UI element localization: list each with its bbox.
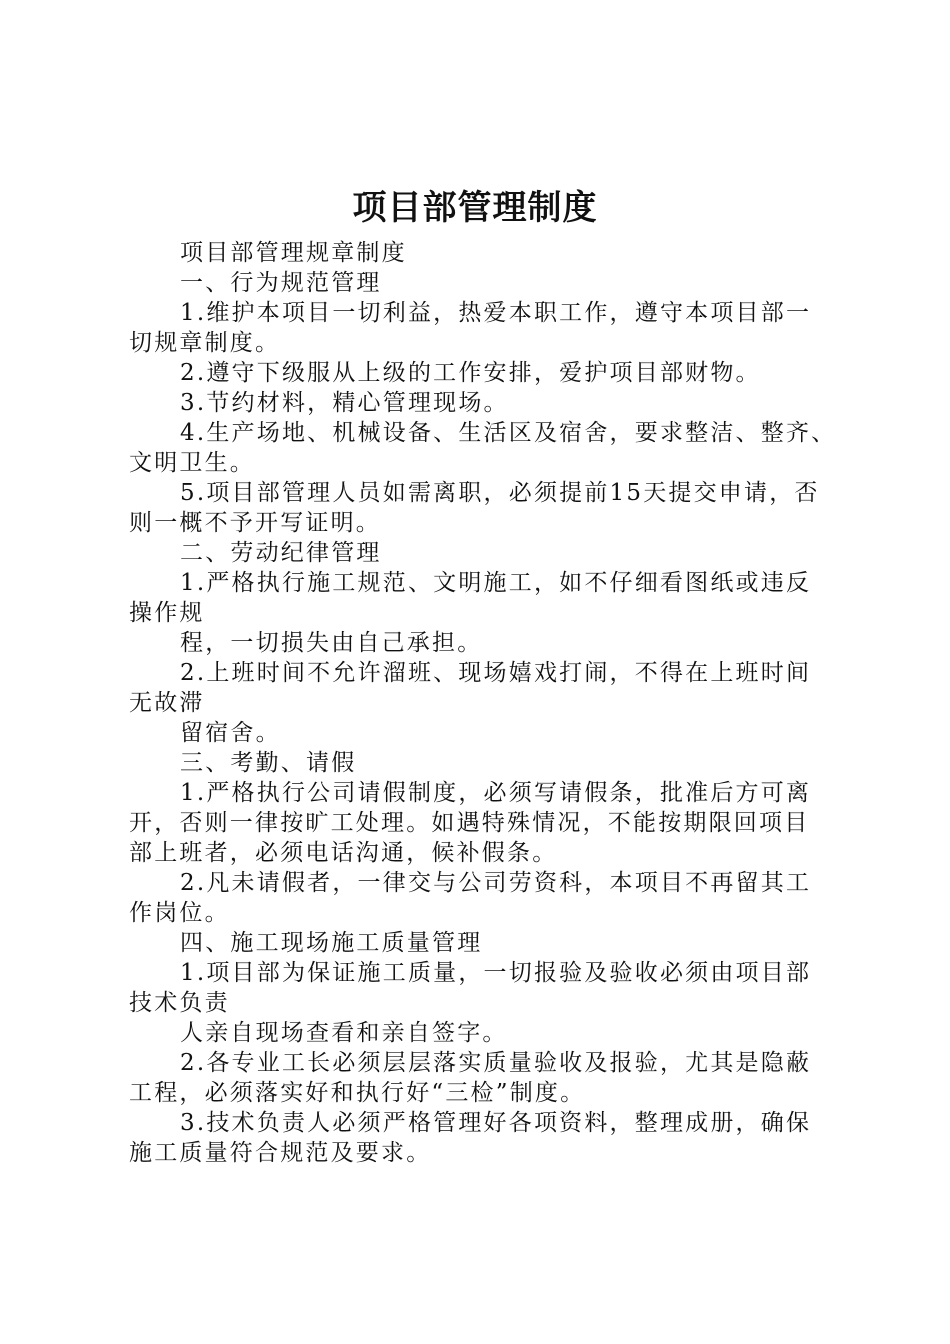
body-line: 文明卫生。: [129, 450, 255, 476]
body-line: 2.遵守下级服从上级的工作安排，爱护项目部财物。: [180, 360, 761, 386]
body-line: 一、行为规范管理: [180, 270, 382, 296]
body-line: 2.各专业工长必须层层落实质量验收及报验，尤其是隐蔽: [180, 1050, 812, 1076]
body-line: 留宿舍。: [180, 720, 281, 746]
body-line: 操作规: [129, 600, 205, 626]
document-body: [129, 238, 841, 1168]
body-line: 5.项目部管理人员如需离职，必须提前15天提交申请，否: [180, 480, 820, 506]
body-line: 1.严格执行公司请假制度，必须写请假条，批准后方可离: [180, 780, 812, 806]
body-line: 则一概不予开写证明。: [129, 510, 381, 536]
body-line: 1.维护本项目一切利益，热爱本职工作，遵守本项目部一: [180, 300, 812, 326]
body-line: 开，否则一律按旷工处理。如遇特殊情况，不能按期限回项目: [129, 810, 810, 836]
body-line: 切规章制度。: [129, 330, 281, 356]
body-line: 1.项目部为保证施工质量，一切报验及验收必须由项目部: [180, 960, 812, 986]
body-line: 3.节约材料，精心管理现场。: [180, 390, 509, 416]
body-line: 作岗位。: [129, 900, 230, 926]
body-line: 人亲自现场查看和亲自签字。: [180, 1020, 508, 1046]
body-line: 无故滞: [129, 690, 205, 716]
body-line: 工程，必须落实好和执行好“三检”制度。: [129, 1080, 586, 1106]
body-line: 项目部管理规章制度: [180, 240, 407, 266]
body-line: 2.凡未请假者，一律交与公司劳资科，本项目不再留其工: [180, 870, 812, 896]
body-line: 程，一切损失由自己承担。: [180, 630, 483, 656]
body-line: 四、施工现场施工质量管理: [180, 930, 483, 956]
document-title: 项目部管理制度: [352, 188, 598, 228]
body-line: 3.技术负责人必须严格管理好各项资料，整理成册，确保: [180, 1110, 812, 1136]
body-line: 4.生产场地、机械设备、生活区及宿舍，要求整洁、整齐、: [180, 420, 837, 446]
body-line: 施工质量符合规范及要求。: [129, 1140, 432, 1166]
body-line: 2.上班时间不允许溜班、现场嬉戏打闹，不得在上班时间: [180, 660, 812, 686]
body-line: 技术负责: [129, 990, 230, 1016]
body-line: 1.严格执行施工规范、文明施工，如不仔细看图纸或违反: [180, 570, 812, 596]
body-line: 部上班者，必须电话沟通，候补假条。: [129, 840, 558, 866]
body-line: 二、劳动纪律管理: [180, 540, 382, 566]
body-line: 三、考勤、请假: [180, 750, 357, 776]
